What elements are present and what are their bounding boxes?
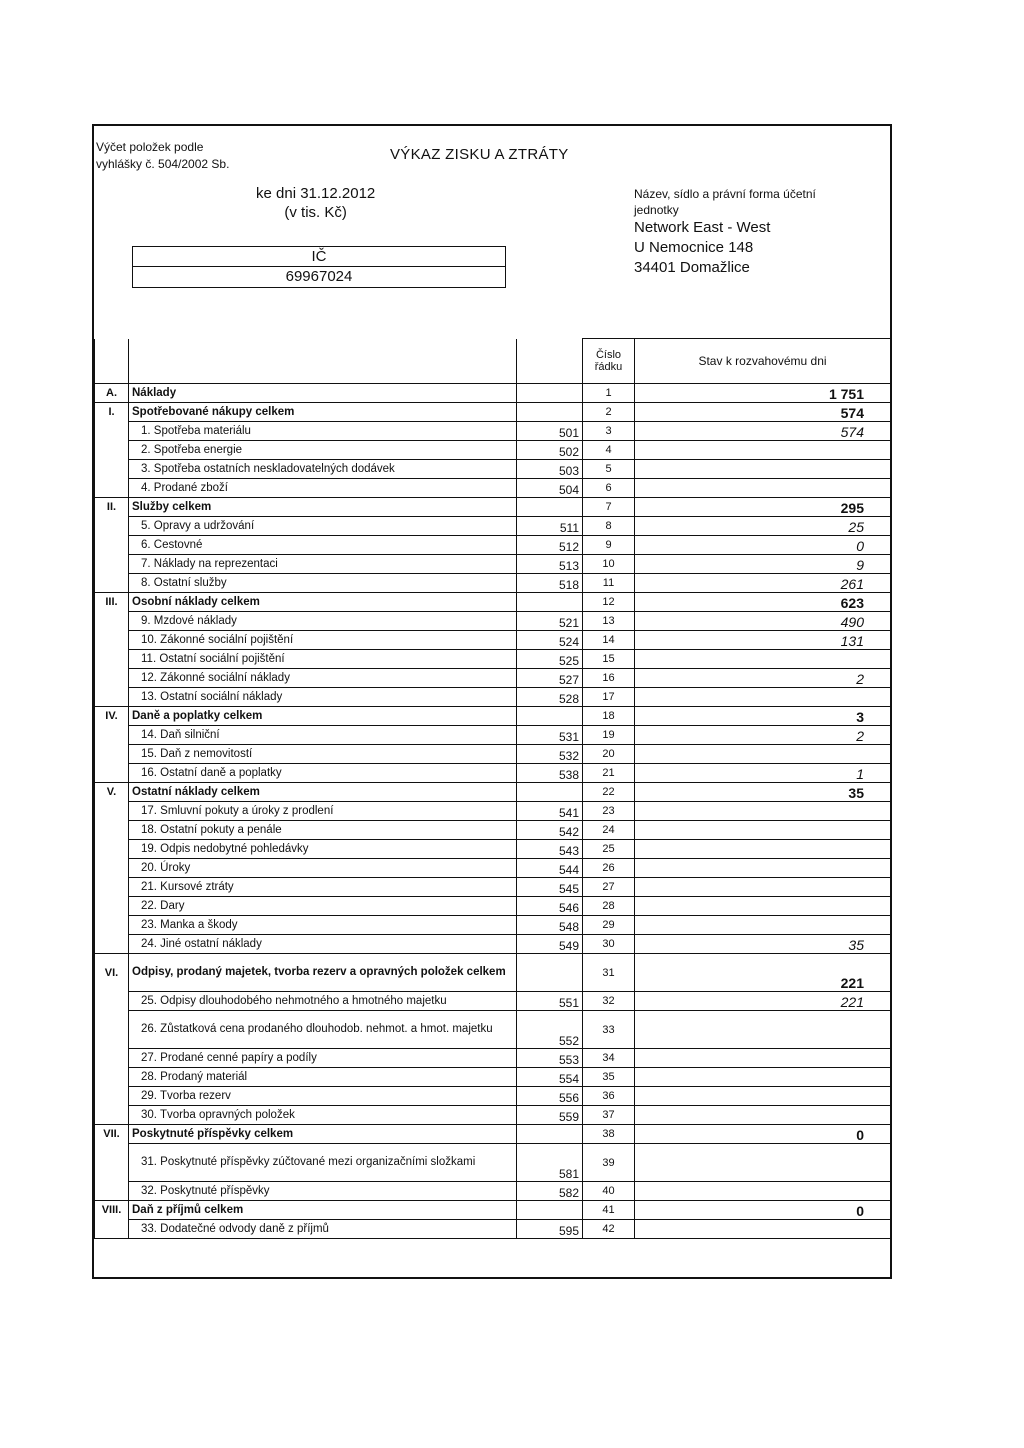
row-label: 11. Ostatní sociální pojištění — [129, 650, 517, 669]
row-label: Služby celkem — [129, 498, 517, 517]
section-code — [95, 1144, 129, 1182]
row-label: 30. Tvorba opravných položek — [129, 1106, 517, 1125]
row-number: 25 — [583, 840, 635, 859]
table-row — [95, 688, 891, 707]
section-code — [95, 536, 129, 555]
account-number: 581 — [517, 1144, 583, 1182]
account-number: 503 — [517, 460, 583, 479]
date-line: ke dni 31.12.2012 — [256, 185, 376, 202]
row-number: 31 — [583, 954, 635, 992]
account-number: 544 — [517, 859, 583, 878]
table-row — [95, 1068, 891, 1087]
account-number: 531 — [517, 726, 583, 745]
account-number: 542 — [517, 821, 583, 840]
row-value: 2 — [635, 726, 891, 745]
section-code — [95, 840, 129, 859]
header-row-no — [583, 339, 635, 384]
row-value: 490 — [635, 612, 891, 631]
section-code — [95, 859, 129, 878]
row-label: 32. Poskytnuté příspěvky — [129, 1182, 517, 1201]
header-cell-empty — [129, 339, 517, 384]
account-number: 513 — [517, 555, 583, 574]
table-row — [95, 536, 891, 555]
row-value — [635, 802, 891, 821]
section-code — [95, 574, 129, 593]
row-label: Spotřebované nákupy celkem — [129, 403, 517, 422]
section-code — [95, 992, 129, 1011]
row-number: 36 — [583, 1087, 635, 1106]
table-row — [95, 726, 891, 745]
account-number: 502 — [517, 441, 583, 460]
table-row — [95, 707, 891, 726]
account-number: 549 — [517, 935, 583, 954]
row-number: 29 — [583, 916, 635, 935]
row-value: 0 — [635, 1201, 891, 1220]
table-row — [95, 1125, 891, 1144]
entity-city: 34401 Domažlice — [634, 259, 750, 276]
row-number: 12 — [583, 593, 635, 612]
row-label: 27. Prodané cenné papíry a podíly — [129, 1049, 517, 1068]
row-number: 15 — [583, 650, 635, 669]
row-label: 20. Úroky — [129, 859, 517, 878]
account-number: 595 — [517, 1220, 583, 1239]
table-row — [95, 840, 891, 859]
section-code: IV. — [95, 707, 129, 726]
section-code — [95, 745, 129, 764]
account-number: 548 — [517, 916, 583, 935]
account-number — [517, 783, 583, 802]
row-label: 5. Opravy a udržování — [129, 517, 517, 536]
row-value — [635, 1144, 891, 1182]
row-number: 5 — [583, 460, 635, 479]
row-label: 14. Daň silniční — [129, 726, 517, 745]
row-value — [635, 745, 891, 764]
section-code: A. — [95, 384, 129, 403]
account-number: 556 — [517, 1087, 583, 1106]
section-code — [95, 612, 129, 631]
table-row — [95, 517, 891, 536]
section-code: VI. — [95, 954, 129, 992]
header-row-no-line1: Číslo — [595, 349, 622, 361]
section-code — [95, 1220, 129, 1239]
row-value — [635, 441, 891, 460]
row-value: 131 — [635, 631, 891, 650]
row-value — [635, 1011, 891, 1049]
account-number: 559 — [517, 1106, 583, 1125]
row-number: 41 — [583, 1201, 635, 1220]
row-label: 24. Jiné ostatní náklady — [129, 935, 517, 954]
row-value: 574 — [635, 403, 891, 422]
row-value: 221 — [635, 992, 891, 1011]
row-number: 32 — [583, 992, 635, 1011]
row-value: 0 — [635, 536, 891, 555]
row-number: 18 — [583, 707, 635, 726]
row-label: 12. Zákonné sociální náklady — [129, 669, 517, 688]
row-label: 2. Spotřeba energie — [129, 441, 517, 460]
section-code — [95, 555, 129, 574]
row-number: 17 — [583, 688, 635, 707]
row-label: 21. Kursové ztráty — [129, 878, 517, 897]
account-number — [517, 707, 583, 726]
section-code: III. — [95, 593, 129, 612]
row-number: 34 — [583, 1049, 635, 1068]
row-value — [635, 460, 891, 479]
table-row — [95, 878, 891, 897]
table-row — [95, 612, 891, 631]
row-label: 16. Ostatní daně a poplatky — [129, 764, 517, 783]
table-row — [95, 460, 891, 479]
row-label: 22. Dary — [129, 897, 517, 916]
row-label: 28. Prodaný materiál — [129, 1068, 517, 1087]
row-value — [635, 1182, 891, 1201]
section-code — [95, 1049, 129, 1068]
account-number: 525 — [517, 650, 583, 669]
row-number: 13 — [583, 612, 635, 631]
account-number: 532 — [517, 745, 583, 764]
row-number: 42 — [583, 1220, 635, 1239]
row-value: 1 751 — [635, 384, 891, 403]
row-label: 7. Náklady na reprezentaci — [129, 555, 517, 574]
table-row — [95, 745, 891, 764]
row-value — [635, 897, 891, 916]
row-label: Daň z příjmů celkem — [129, 1201, 517, 1220]
account-number: 521 — [517, 612, 583, 631]
table-row — [95, 783, 891, 802]
table-row — [95, 992, 891, 1011]
account-number: 512 — [517, 536, 583, 555]
account-number: 553 — [517, 1049, 583, 1068]
ic-label: IČ — [133, 247, 505, 267]
row-value — [635, 878, 891, 897]
table-row — [95, 764, 891, 783]
row-label: 17. Smluvní pokuty a úroky z prodlení — [129, 802, 517, 821]
account-number: 528 — [517, 688, 583, 707]
account-number: 518 — [517, 574, 583, 593]
row-label: Osobní náklady celkem — [129, 593, 517, 612]
section-code — [95, 916, 129, 935]
row-label: 13. Ostatní sociální náklady — [129, 688, 517, 707]
row-label: Daně a poplatky celkem — [129, 707, 517, 726]
header-value: Stav k rozvahovému dni — [635, 339, 891, 384]
row-number: 19 — [583, 726, 635, 745]
row-number: 35 — [583, 1068, 635, 1087]
row-label: 25. Odpisy dlouhodobého nehmotného a hmotného majetku — [129, 992, 517, 1011]
row-number: 39 — [583, 1144, 635, 1182]
row-number: 24 — [583, 821, 635, 840]
row-value — [635, 1049, 891, 1068]
table-row — [95, 935, 891, 954]
section-code: V. — [95, 783, 129, 802]
section-code — [95, 422, 129, 441]
section-code — [95, 897, 129, 916]
section-code — [95, 479, 129, 498]
account-number — [517, 384, 583, 403]
entity-name: Network East - West — [634, 219, 771, 236]
row-number: 40 — [583, 1182, 635, 1201]
table-row — [95, 1182, 891, 1201]
account-number: 545 — [517, 878, 583, 897]
row-label: 26. Zůstatková cena prodaného dlouhodob. nehmot. a hmot. majetku — [129, 1011, 517, 1049]
report-table — [94, 338, 891, 1239]
section-code — [95, 441, 129, 460]
row-value: 2 — [635, 669, 891, 688]
section-code — [95, 669, 129, 688]
header-cell-empty — [517, 339, 583, 384]
row-value: 623 — [635, 593, 891, 612]
row-value: 35 — [635, 783, 891, 802]
row-label: 29. Tvorba rezerv — [129, 1087, 517, 1106]
row-value: 3 — [635, 707, 891, 726]
row-label: Náklady — [129, 384, 517, 403]
header-row-no-line2: řádku — [594, 361, 623, 373]
table-row — [95, 802, 891, 821]
row-number: 28 — [583, 897, 635, 916]
table-row — [95, 954, 891, 992]
section-code — [95, 650, 129, 669]
row-label: 10. Zákonné sociální pojištění — [129, 631, 517, 650]
table-row — [95, 821, 891, 840]
account-number: 546 — [517, 897, 583, 916]
decree-line-2: vyhlášky č. 504/2002 Sb. — [96, 157, 230, 171]
section-code: VIII. — [95, 1201, 129, 1220]
section-code — [95, 821, 129, 840]
row-number: 7 — [583, 498, 635, 517]
table-row — [95, 1049, 891, 1068]
account-number: 511 — [517, 517, 583, 536]
section-code: VII. — [95, 1125, 129, 1144]
section-code — [95, 726, 129, 745]
row-number: 10 — [583, 555, 635, 574]
account-number: 582 — [517, 1182, 583, 1201]
row-label: 6. Cestovné — [129, 536, 517, 555]
section-code: I. — [95, 403, 129, 422]
table-row — [95, 916, 891, 935]
table-row — [95, 384, 891, 403]
row-number: 14 — [583, 631, 635, 650]
table-row — [95, 498, 891, 517]
section-code — [95, 878, 129, 897]
account-number: 551 — [517, 992, 583, 1011]
row-number: 8 — [583, 517, 635, 536]
row-number: 26 — [583, 859, 635, 878]
section-code — [95, 935, 129, 954]
row-value: 261 — [635, 574, 891, 593]
account-number: 504 — [517, 479, 583, 498]
report-date — [256, 184, 375, 222]
account-number: 524 — [517, 631, 583, 650]
table-row — [95, 1011, 891, 1049]
row-value: 35 — [635, 935, 891, 954]
row-value — [635, 840, 891, 859]
section-code — [95, 764, 129, 783]
row-number: 3 — [583, 422, 635, 441]
section-code — [95, 1182, 129, 1201]
account-number — [517, 593, 583, 612]
table-row — [95, 650, 891, 669]
row-label: 31. Poskytnuté příspěvky zúčtované mezi organizačními složkami — [129, 1144, 517, 1182]
account-number — [517, 403, 583, 422]
entity-block — [634, 186, 816, 278]
row-value — [635, 1220, 891, 1239]
account-number: 554 — [517, 1068, 583, 1087]
row-label: 4. Prodané zboží — [129, 479, 517, 498]
table-row — [95, 593, 891, 612]
row-value: 9 — [635, 555, 891, 574]
unit-line: (v tis. Kč) — [284, 204, 347, 221]
row-label: Odpisy, prodaný majetek, tvorba rezerv a opravných položek celkem — [129, 954, 517, 992]
account-number: 527 — [517, 669, 583, 688]
row-number: 4 — [583, 441, 635, 460]
account-number — [517, 1125, 583, 1144]
table-row — [95, 555, 891, 574]
row-number: 21 — [583, 764, 635, 783]
row-label: 1. Spotřeba materiálu — [129, 422, 517, 441]
row-value — [635, 650, 891, 669]
section-code — [95, 460, 129, 479]
table-row — [95, 669, 891, 688]
table-row — [95, 631, 891, 650]
table-row — [95, 1201, 891, 1220]
row-number: 1 — [583, 384, 635, 403]
row-number: 30 — [583, 935, 635, 954]
page-title: VÝKAZ ZISKU A ZTRÁTY — [390, 146, 569, 163]
row-number: 33 — [583, 1011, 635, 1049]
section-code: II. — [95, 498, 129, 517]
row-number: 27 — [583, 878, 635, 897]
table-row — [95, 574, 891, 593]
section-code — [95, 1106, 129, 1125]
row-number: 2 — [583, 403, 635, 422]
row-value: 574 — [635, 422, 891, 441]
account-number: 552 — [517, 1011, 583, 1049]
header-cell-empty — [95, 339, 129, 384]
row-number: 9 — [583, 536, 635, 555]
table-header-row — [95, 339, 891, 384]
row-number: 38 — [583, 1125, 635, 1144]
account-number: 541 — [517, 802, 583, 821]
entity-label-1: Název, sídlo a právní forma účetní — [634, 187, 816, 201]
section-code — [95, 517, 129, 536]
table-row — [95, 441, 891, 460]
row-label: 33. Dodatečné odvody daně z příjmů — [129, 1220, 517, 1239]
account-number: 538 — [517, 764, 583, 783]
entity-street: U Nemocnice 148 — [634, 239, 754, 256]
section-code — [95, 631, 129, 650]
row-value — [635, 1106, 891, 1125]
row-number: 23 — [583, 802, 635, 821]
row-label: 8. Ostatní služby — [129, 574, 517, 593]
ic-value: 69967024 — [285, 268, 353, 285]
account-number — [517, 1201, 583, 1220]
account-number: 501 — [517, 422, 583, 441]
table-row — [95, 403, 891, 422]
row-number: 37 — [583, 1106, 635, 1125]
row-value: 0 — [635, 1125, 891, 1144]
income-statement-form — [92, 124, 892, 1279]
row-number: 22 — [583, 783, 635, 802]
account-number — [517, 498, 583, 517]
row-value: 25 — [635, 517, 891, 536]
row-number: 6 — [583, 479, 635, 498]
section-code — [95, 1068, 129, 1087]
section-code — [95, 802, 129, 821]
row-value — [635, 479, 891, 498]
table-row — [95, 1087, 891, 1106]
row-label: 23. Manka a škody — [129, 916, 517, 935]
table-row — [95, 479, 891, 498]
row-value — [635, 859, 891, 878]
form-header — [94, 126, 890, 340]
table-row — [95, 422, 891, 441]
row-value: 221 — [635, 954, 891, 992]
section-code — [95, 1011, 129, 1049]
row-value — [635, 1087, 891, 1106]
row-label: 18. Ostatní pokuty a penále — [129, 821, 517, 840]
row-label: 19. Odpis nedobytné pohledávky — [129, 840, 517, 859]
row-value: 295 — [635, 498, 891, 517]
entity-label-2: jednotky — [634, 203, 679, 217]
row-value: 1 — [635, 764, 891, 783]
table-row — [95, 897, 891, 916]
row-value — [635, 1068, 891, 1087]
section-code — [95, 1087, 129, 1106]
table-row — [95, 1144, 891, 1182]
row-value — [635, 916, 891, 935]
account-number — [517, 954, 583, 992]
ic-box — [132, 246, 506, 288]
row-number: 11 — [583, 574, 635, 593]
decree-line-1: Výčet položek podle — [96, 140, 204, 154]
table-row — [95, 859, 891, 878]
row-label: Ostatní náklady celkem — [129, 783, 517, 802]
row-value — [635, 688, 891, 707]
row-label: 15. Daň z nemovitostí — [129, 745, 517, 764]
section-code — [95, 688, 129, 707]
table-row — [95, 1220, 891, 1239]
row-number: 16 — [583, 669, 635, 688]
account-number: 543 — [517, 840, 583, 859]
table-row — [95, 1106, 891, 1125]
row-number: 20 — [583, 745, 635, 764]
row-label: 3. Spotřeba ostatních neskladovatelných dodávek — [129, 460, 517, 479]
row-label: 9. Mzdové náklady — [129, 612, 517, 631]
row-label: Poskytnuté příspěvky celkem — [129, 1125, 517, 1144]
row-value — [635, 821, 891, 840]
